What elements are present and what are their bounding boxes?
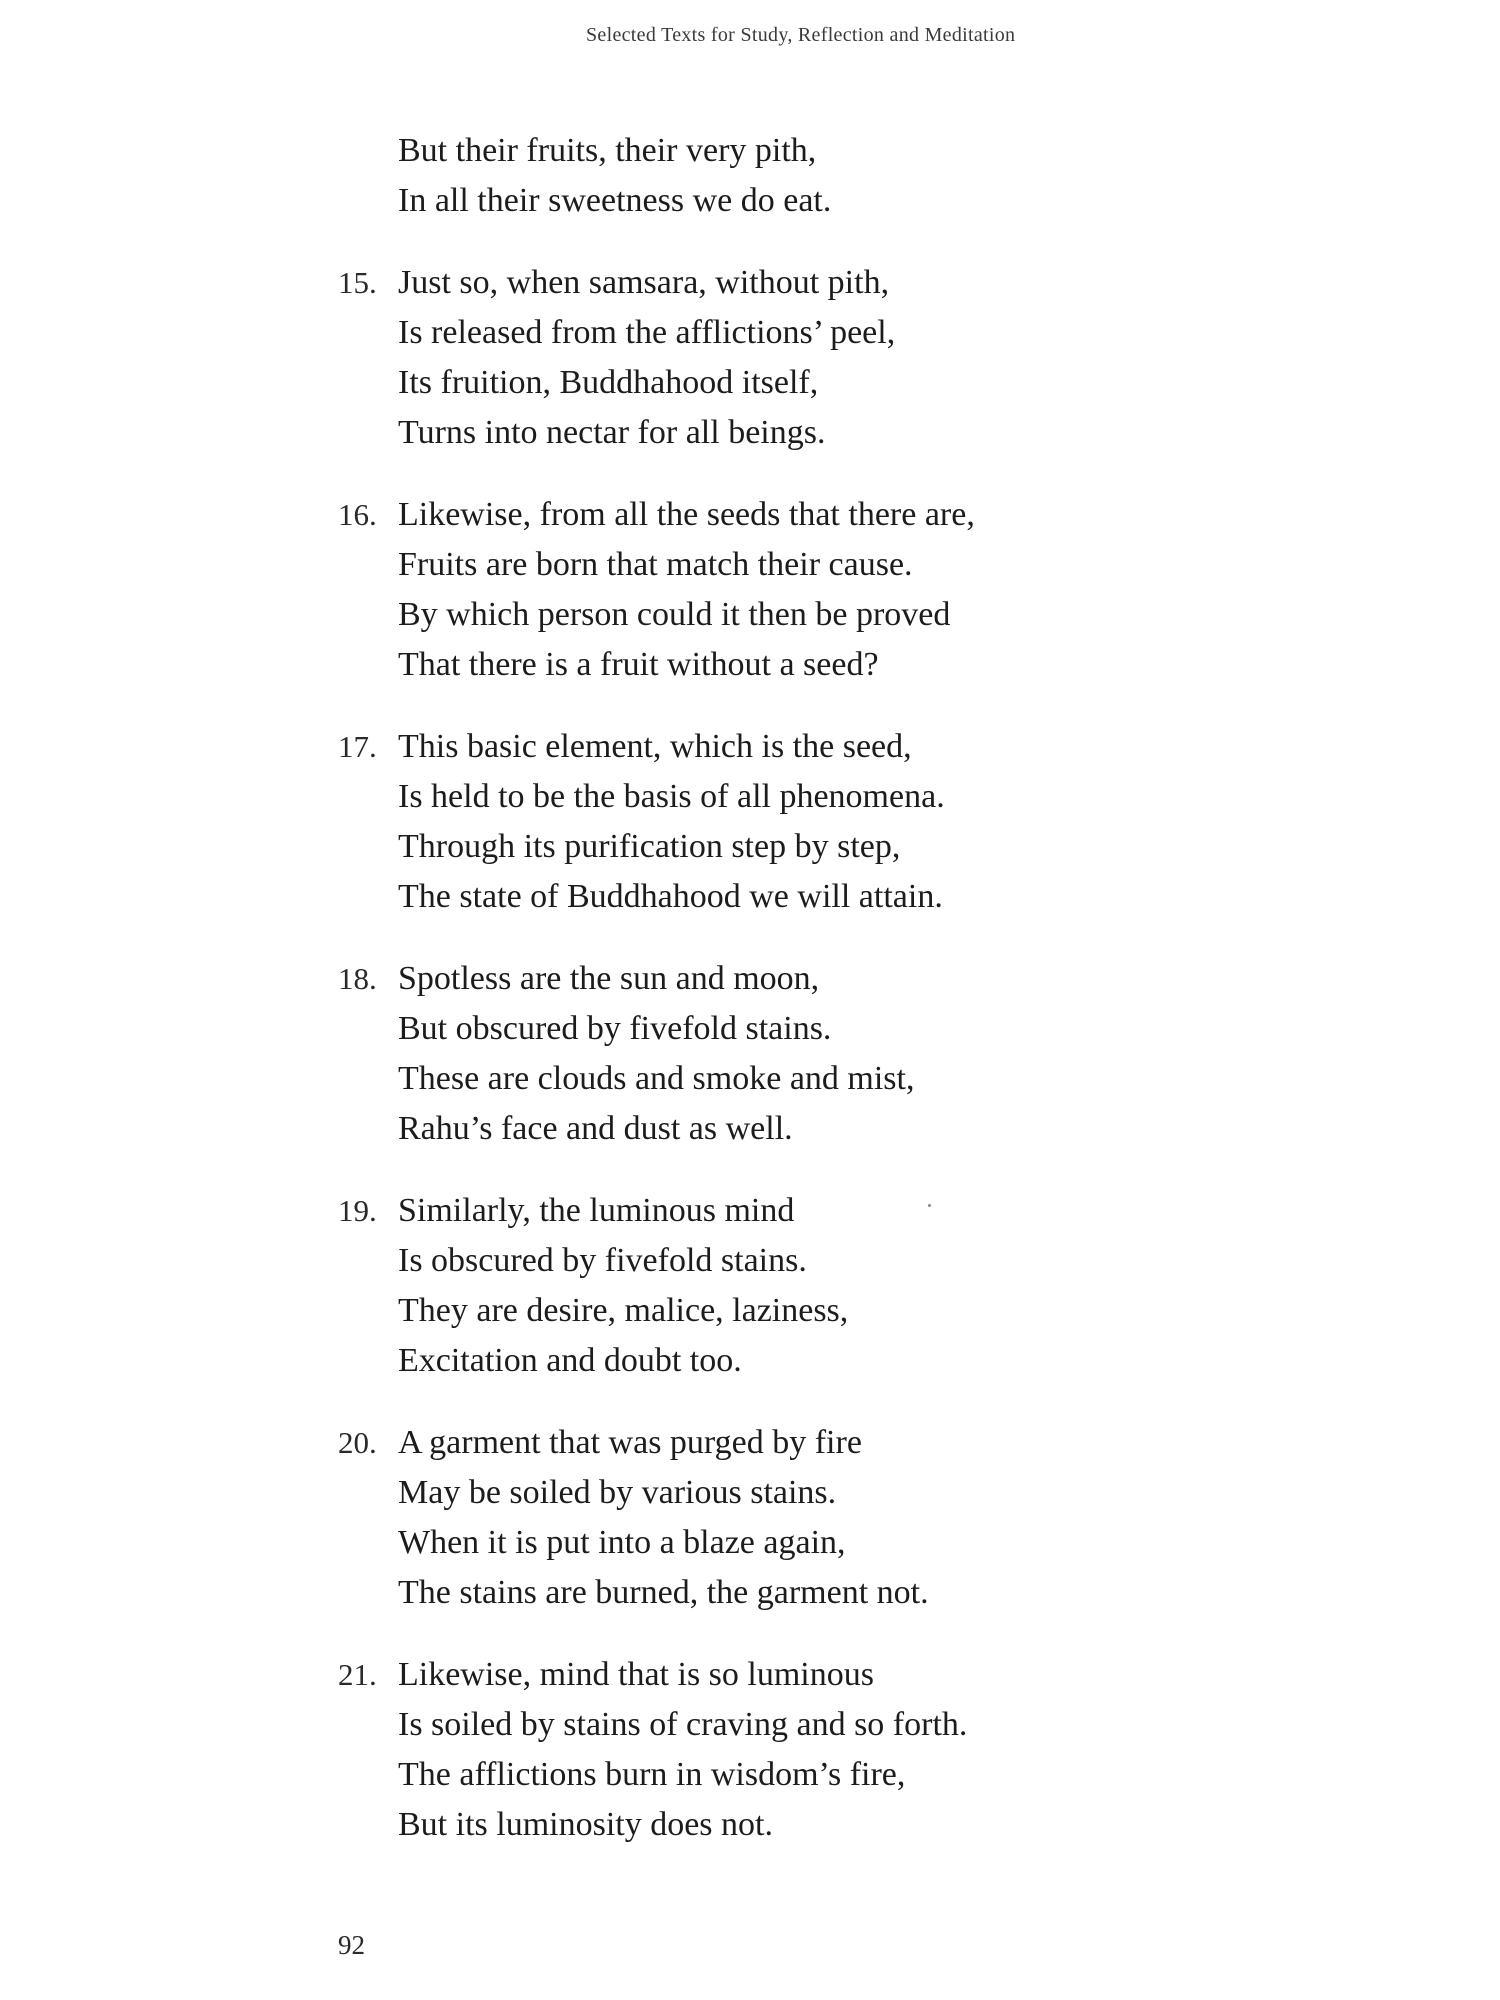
verse-line: Is released from the afflictions’ peel, [398,314,896,351]
verse-number: 21. [338,1657,377,1692]
verse-line: Excitation and doubt too. [398,1342,742,1379]
verse-number: 16. [338,497,377,532]
page-number: 92 [338,1930,365,1960]
verse-number: 15. [338,265,377,300]
verse-line: Likewise, from all the seeds that there are, [398,496,975,533]
verse-line: A garment that was purged by fire [398,1424,862,1461]
verse-line: Its fruition, Buddhahood itself, [398,364,819,401]
verse-number: 19. [338,1193,377,1228]
verse-line: Is obscured by fivefold stains. [398,1242,807,1279]
verse-line: Is held to be the basis of all phenomena. [398,778,945,815]
verse-line: These are clouds and smoke and mist, [398,1060,915,1097]
verse-line: The stains are burned, the garment not. [398,1574,929,1611]
verse-line: By which person could it then be proved [398,596,951,633]
verse-line: In all their sweetness we do eat. [398,182,832,219]
running-head: Selected Texts for Study, Reflection and Meditation [586,24,1016,46]
verse-line: But their fruits, their very pith, [398,132,817,169]
verse-line: That there is a fruit without a seed? [398,646,879,683]
verse-line: The state of Buddhahood we will attain. [398,878,943,915]
verse-line: The afflictions burn in wisdom’s fire, [398,1756,906,1793]
verse-line: Turns into nectar for all beings. [398,414,826,451]
verse-line: They are desire, malice, laziness, [398,1292,849,1329]
verse-line: Likewise, mind that is so luminous [398,1656,874,1693]
verse-line: But its luminosity does not. [398,1806,773,1843]
verse-line: When it is put into a blaze again, [398,1524,846,1561]
verse-line: Just so, when samsara, without pith, [398,264,890,301]
verse-number: 18. [338,961,377,996]
verse-line: May be soiled by various stains. [398,1474,837,1511]
verse-line: This basic element, which is the seed, [398,728,912,765]
verse-line: But obscured by fivefold stains. [398,1010,832,1047]
verse-line: Through its purification step by step, [398,828,901,865]
verse-number: 17. [338,729,377,764]
verse-line: Is soiled by stains of craving and so forth. [398,1706,968,1743]
continued-verse-lines [398,126,831,226]
verse-number: 20. [338,1425,377,1460]
verse-line: Spotless are the sun and moon, [398,960,820,997]
verse-line: Similarly, the luminous mind [398,1192,795,1229]
verse-line: Fruits are born that match their cause. [398,546,913,583]
scan-speck [928,1204,931,1207]
verse-line: Rahu’s face and dust as well. [398,1110,793,1147]
